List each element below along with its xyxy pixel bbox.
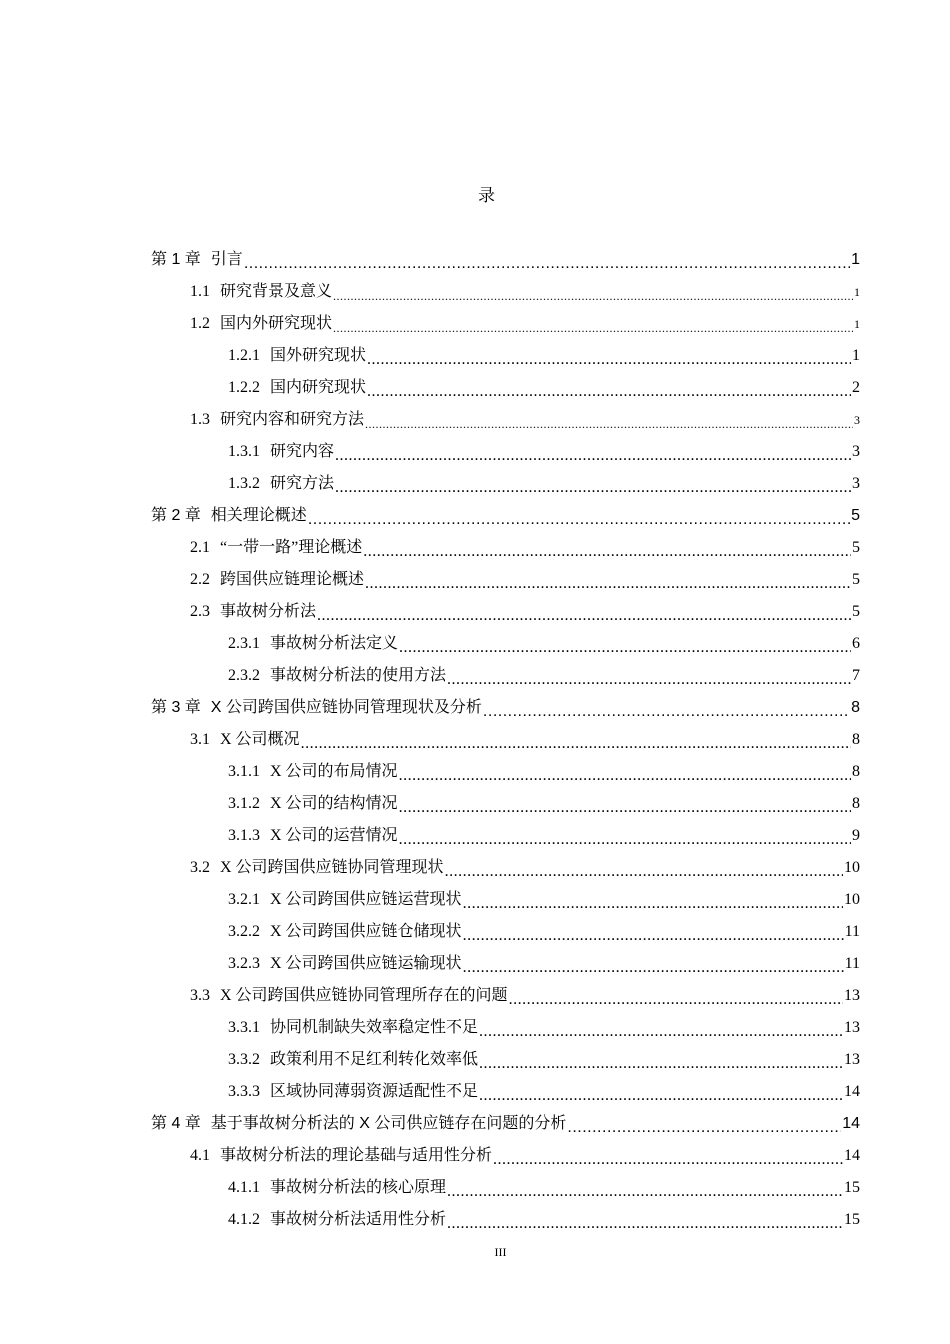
dot-leader — [493, 1153, 843, 1172]
toc-entry-number: 第 4 章 — [151, 1115, 201, 1132]
toc-entry-number: 3.2 — [190, 859, 210, 876]
toc-entry[interactable] — [151, 564, 860, 596]
toc-entry-page: 10 — [844, 891, 860, 908]
toc-entry-page: 3 — [854, 413, 860, 427]
toc-entry-page: 11 — [844, 955, 860, 972]
toc-entry-label: 区域协同薄弱资源适配性不足 — [270, 1083, 479, 1100]
toc-entry-page: 7 — [852, 667, 860, 684]
toc-entry-number: 3.2.3 — [228, 955, 260, 972]
dot-leader — [335, 481, 851, 500]
toc-entry-page: 1 — [851, 251, 860, 268]
toc-entry[interactable] — [151, 916, 860, 948]
toc-entry-number: 1.3 — [190, 411, 210, 428]
toc-entry[interactable] — [151, 1076, 860, 1108]
toc-entry-label: X 公司概况 — [220, 731, 300, 748]
toc-entry[interactable] — [151, 500, 860, 532]
toc-entry-label: X 公司跨国供应链协同管理现状及分析 — [210, 699, 482, 716]
toc-entry[interactable] — [151, 596, 860, 628]
toc-entry[interactable] — [151, 308, 860, 340]
dot-leader — [479, 1025, 843, 1044]
toc-entry[interactable] — [151, 1204, 860, 1236]
toc-entry-page: 10 — [844, 859, 860, 876]
dot-leader — [447, 673, 851, 692]
toc-entry[interactable] — [151, 724, 860, 756]
toc-entry[interactable] — [151, 852, 860, 884]
toc-entry-label: X 公司跨国供应链运输现状 — [270, 955, 462, 972]
toc-entry[interactable] — [151, 788, 860, 820]
toc-entry-page: 8 — [851, 699, 860, 716]
toc-entry-number: 1.3.1 — [228, 443, 260, 460]
toc-entry-page: 15 — [844, 1179, 860, 1196]
toc-entry-page: 2 — [852, 379, 860, 396]
toc-entry-label: X 公司跨国供应链协同管理现状 — [220, 859, 444, 876]
toc-entry-page: 8 — [852, 795, 860, 812]
toc-entry-label: 研究内容和研究方法 — [220, 411, 365, 428]
toc-entry-number: 第 1 章 — [151, 251, 201, 268]
dot-leader — [463, 897, 843, 916]
toc-entry-label: 事故树分析法的使用方法 — [270, 667, 447, 684]
toc-entry-label: 事故树分析法的理论基础与适用性分析 — [220, 1147, 493, 1164]
toc-entry[interactable] — [151, 628, 860, 660]
dot-leader — [463, 961, 844, 980]
toc-entry[interactable] — [151, 884, 860, 916]
toc-entry-number: 1.2 — [190, 315, 210, 332]
toc-entry-label: 研究方法 — [270, 475, 335, 492]
toc-entry-number: 1.2.1 — [228, 347, 260, 364]
toc-entry-page: 5 — [852, 603, 860, 620]
toc-entry-page: 14 — [842, 1115, 860, 1132]
dot-leader — [367, 353, 851, 372]
toc-entry-label: X 公司跨国供应链协同管理所存在的问题 — [220, 987, 508, 1004]
toc-entry-label: X 公司跨国供应链运营现状 — [270, 891, 462, 908]
dot-leader — [509, 993, 843, 1012]
toc-entry-number: 3.1.3 — [228, 827, 260, 844]
dot-leader — [317, 609, 851, 628]
toc-entry[interactable] — [151, 532, 860, 564]
dot-leader — [367, 385, 851, 404]
dot-leader — [365, 417, 853, 436]
dot-leader — [447, 1185, 843, 1204]
toc-entry[interactable] — [151, 404, 860, 436]
toc-entry-page: 3 — [852, 475, 860, 492]
toc-entry-number: 2.3.1 — [228, 635, 260, 652]
toc-entry-page: 13 — [844, 987, 860, 1004]
toc-entry-number: 3.1 — [190, 731, 210, 748]
toc-entry[interactable] — [151, 468, 860, 500]
toc-entry[interactable] — [151, 820, 860, 852]
table-of-contents — [151, 244, 860, 1236]
toc-entry-label: X 公司的结构情况 — [270, 795, 398, 812]
toc-entry-page: 14 — [844, 1083, 860, 1100]
dot-leader — [365, 577, 851, 596]
toc-entry-label: “一带一路”理论概述 — [220, 539, 363, 556]
toc-entry-number: 1.1 — [190, 283, 210, 300]
toc-entry[interactable] — [151, 1140, 860, 1172]
toc-entry-label: 国外研究现状 — [270, 347, 367, 364]
toc-entry-label: X 公司跨国供应链仓储现状 — [270, 923, 462, 940]
toc-entry-number: 4.1 — [190, 1147, 210, 1164]
toc-entry-page: 6 — [852, 635, 860, 652]
toc-entry[interactable] — [151, 340, 860, 372]
toc-entry[interactable] — [151, 980, 860, 1012]
toc-entry-number: 1.2.2 — [228, 379, 260, 396]
dot-leader — [479, 1057, 843, 1076]
toc-entry-page: 11 — [844, 923, 860, 940]
toc-entry-page: 8 — [852, 731, 860, 748]
toc-entry-number: 2.3 — [190, 603, 210, 620]
dot-leader — [363, 545, 851, 564]
dot-leader — [447, 1217, 843, 1236]
toc-entry[interactable] — [151, 692, 860, 724]
toc-entry-number: 4.1.1 — [228, 1179, 260, 1196]
dot-leader — [333, 321, 853, 340]
toc-entry-page: 1 — [854, 285, 860, 299]
toc-entry-number: 3.1.2 — [228, 795, 260, 812]
toc-entry-number: 3.2.1 — [228, 891, 260, 908]
toc-entry-number: 第 2 章 — [151, 507, 201, 524]
toc-entry-label: 国内外研究现状 — [220, 315, 333, 332]
toc-entry-label: 政策利用不足红利转化效率低 — [270, 1051, 479, 1068]
toc-entry[interactable] — [151, 436, 860, 468]
toc-entry-page: 1 — [854, 317, 860, 331]
toc-entry-page: 9 — [852, 827, 860, 844]
toc-entry-label: 协同机制缺失效率稳定性不足 — [270, 1019, 479, 1036]
toc-entry[interactable] — [151, 1108, 860, 1140]
dot-leader — [445, 865, 843, 884]
toc-entry-label: 事故树分析法的核心原理 — [270, 1179, 447, 1196]
toc-entry[interactable] — [151, 276, 860, 308]
toc-entry-number: 3.2.2 — [228, 923, 260, 940]
toc-entry-label: 引言 — [210, 251, 243, 268]
toc-entry-page: 3 — [852, 443, 860, 460]
page-number-footer: III — [494, 1245, 507, 1259]
dot-leader — [399, 833, 851, 852]
toc-entry-page: 13 — [844, 1019, 860, 1036]
toc-entry[interactable] — [151, 660, 860, 692]
toc-entry-page: 8 — [852, 763, 860, 780]
toc-entry[interactable] — [151, 948, 860, 980]
toc-entry-page: 5 — [852, 539, 860, 556]
toc-entry-page: 5 — [851, 507, 860, 524]
toc-entry-number: 3.3.3 — [228, 1083, 260, 1100]
toc-entry-label: 事故树分析法 — [220, 603, 317, 620]
toc-entry-number: 3.3 — [190, 987, 210, 1004]
toc-entry[interactable] — [151, 1044, 860, 1076]
toc-title: 录 — [478, 186, 495, 205]
dot-leader — [567, 1121, 841, 1140]
toc-entry-page: 13 — [844, 1051, 860, 1068]
toc-entry-number: 2.3.2 — [228, 667, 260, 684]
dot-leader — [301, 737, 851, 756]
toc-entry-page: 5 — [852, 571, 860, 588]
toc-entry-label: 事故树分析法定义 — [270, 635, 399, 652]
toc-entry[interactable] — [151, 1012, 860, 1044]
toc-entry-label: 研究内容 — [270, 443, 335, 460]
toc-entry-page: 14 — [844, 1147, 860, 1164]
dot-leader — [463, 929, 844, 948]
toc-entry-number: 2.1 — [190, 539, 210, 556]
toc-entry-label: 基于事故树分析法的 X 公司供应链存在问题的分析 — [210, 1115, 567, 1132]
toc-entry[interactable] — [151, 244, 860, 276]
toc-entry[interactable] — [151, 1172, 860, 1204]
toc-entry-label: 相关理论概述 — [210, 507, 307, 524]
toc-entry[interactable] — [151, 372, 860, 404]
toc-entry-label: 事故树分析法适用性分析 — [270, 1211, 447, 1228]
toc-entry-number: 1.3.2 — [228, 475, 260, 492]
toc-entry-label: 国内研究现状 — [270, 379, 367, 396]
toc-entry-label: 研究背景及意义 — [220, 283, 333, 300]
dot-leader — [479, 1089, 843, 1108]
toc-entry-number: 4.1.2 — [228, 1211, 260, 1228]
toc-entry-page: 15 — [844, 1211, 860, 1228]
toc-entry-number: 2.2 — [190, 571, 210, 588]
dot-leader — [399, 769, 851, 788]
dot-leader — [308, 513, 850, 532]
toc-entry-number: 第 3 章 — [151, 699, 201, 716]
dot-leader — [399, 801, 851, 820]
toc-entry-number: 3.1.1 — [228, 763, 260, 780]
toc-entry-page: 1 — [852, 347, 860, 364]
dot-leader — [335, 449, 851, 468]
toc-entry-label: 跨国供应链理论概述 — [220, 571, 365, 588]
toc-entry-number: 3.3.2 — [228, 1051, 260, 1068]
toc-entry-label: X 公司的运营情况 — [270, 827, 398, 844]
dot-leader — [333, 289, 853, 308]
toc-entry-label: X 公司的布局情况 — [270, 763, 398, 780]
toc-entry[interactable] — [151, 756, 860, 788]
dot-leader — [244, 257, 850, 276]
dot-leader — [399, 641, 851, 660]
dot-leader — [483, 705, 850, 724]
toc-entry-number: 3.3.1 — [228, 1019, 260, 1036]
